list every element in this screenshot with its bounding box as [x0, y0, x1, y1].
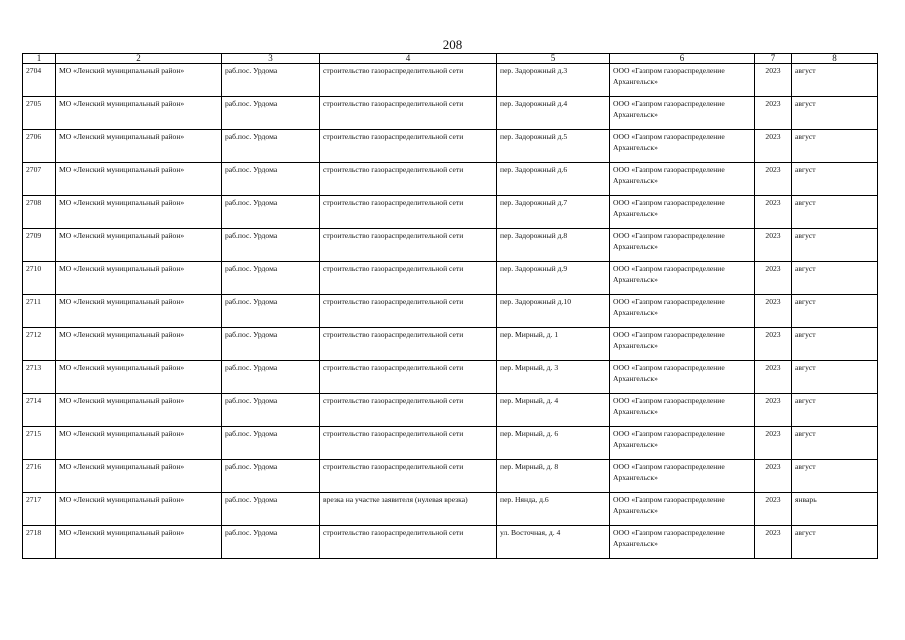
cell-municipality: МО «Ленский муниципальный район»	[56, 262, 222, 295]
cell-municipality: МО «Ленский муниципальный район»	[56, 427, 222, 460]
table-row	[23, 328, 878, 361]
cell-settlement: раб.пос. Урдома	[222, 460, 320, 493]
cell-row-number: 2713	[23, 361, 56, 394]
cell-year: 2023	[755, 460, 792, 493]
cell-month: январь	[792, 493, 878, 526]
header-cell-1: 1	[23, 54, 56, 64]
cell-work-type: строительство газораспределительной сети	[320, 460, 497, 493]
cell-year: 2023	[755, 493, 792, 526]
table-row	[23, 262, 878, 295]
cell-work-type: врезка на участке заявителя (нулевая врезка)	[320, 493, 497, 526]
header-cell-3: 3	[222, 54, 320, 64]
cell-settlement: раб.пос. Урдома	[222, 427, 320, 460]
cell-municipality: МО «Ленский муниципальный район»	[56, 64, 222, 97]
cell-year: 2023	[755, 163, 792, 196]
cell-work-type: строительство газораспределительной сети	[320, 163, 497, 196]
cell-address: пер. Задорожный д.7	[497, 196, 610, 229]
cell-work-type: строительство газораспределительной сети	[320, 64, 497, 97]
cell-organization: ООО «Газпром газораспределение Архангельск»	[610, 328, 755, 361]
cell-organization: ООО «Газпром газораспределение Архангельск»	[610, 526, 755, 559]
cell-organization: ООО «Газпром газораспределение Архангельск»	[610, 130, 755, 163]
cell-month: август	[792, 130, 878, 163]
header-row	[23, 54, 878, 64]
cell-month: август	[792, 229, 878, 262]
cell-year: 2023	[755, 526, 792, 559]
cell-month: август	[792, 295, 878, 328]
header-cell-8: 8	[792, 54, 878, 64]
cell-work-type: строительство газораспределительной сети	[320, 328, 497, 361]
cell-row-number: 2709	[23, 229, 56, 262]
cell-address: пер. Мирный, д. 8	[497, 460, 610, 493]
cell-organization: ООО «Газпром газораспределение Архангельск»	[610, 196, 755, 229]
cell-organization: ООО «Газпром газораспределение Архангельск»	[610, 427, 755, 460]
table-row	[23, 64, 878, 97]
header-cell-2: 2	[56, 54, 222, 64]
cell-month: август	[792, 361, 878, 394]
cell-settlement: раб.пос. Урдома	[222, 295, 320, 328]
cell-municipality: МО «Ленский муниципальный район»	[56, 229, 222, 262]
cell-settlement: раб.пос. Урдома	[222, 526, 320, 559]
cell-address: ул. Восточная, д. 4	[497, 526, 610, 559]
cell-row-number: 2716	[23, 460, 56, 493]
cell-settlement: раб.пос. Урдома	[222, 196, 320, 229]
cell-address: пер. Задорожный д.9	[497, 262, 610, 295]
cell-settlement: раб.пос. Урдома	[222, 64, 320, 97]
cell-address: пер. Задорожный д.8	[497, 229, 610, 262]
cell-address: пер. Мирный, д. 1	[497, 328, 610, 361]
header-cell-6: 6	[610, 54, 755, 64]
cell-organization: ООО «Газпром газораспределение Архангельск»	[610, 97, 755, 130]
cell-organization: ООО «Газпром газораспределение Архангельск»	[610, 295, 755, 328]
cell-settlement: раб.пос. Урдома	[222, 394, 320, 427]
cell-work-type: строительство газораспределительной сети	[320, 130, 497, 163]
cell-settlement: раб.пос. Урдома	[222, 328, 320, 361]
cell-address: пер. Нянда, д.6	[497, 493, 610, 526]
cell-work-type: строительство газораспределительной сети	[320, 361, 497, 394]
cell-organization: ООО «Газпром газораспределение Архангельск»	[610, 229, 755, 262]
cell-settlement: раб.пос. Урдома	[222, 262, 320, 295]
cell-work-type: строительство газораспределительной сети	[320, 427, 497, 460]
cell-municipality: МО «Ленский муниципальный район»	[56, 493, 222, 526]
cell-year: 2023	[755, 295, 792, 328]
table-header	[23, 54, 878, 64]
cell-municipality: МО «Ленский муниципальный район»	[56, 526, 222, 559]
cell-address: пер. Задорожный д.6	[497, 163, 610, 196]
cell-settlement: раб.пос. Урдома	[222, 361, 320, 394]
cell-address: пер. Задорожный д.3	[497, 64, 610, 97]
cell-municipality: МО «Ленский муниципальный район»	[56, 361, 222, 394]
cell-month: август	[792, 163, 878, 196]
cell-year: 2023	[755, 361, 792, 394]
cell-address: пер. Мирный, д. 3	[497, 361, 610, 394]
cell-year: 2023	[755, 97, 792, 130]
cell-organization: ООО «Газпром газораспределение Архангельск»	[610, 460, 755, 493]
cell-work-type: строительство газораспределительной сети	[320, 526, 497, 559]
cell-year: 2023	[755, 64, 792, 97]
cell-month: август	[792, 97, 878, 130]
cell-work-type: строительство газораспределительной сети	[320, 262, 497, 295]
cell-municipality: МО «Ленский муниципальный район»	[56, 295, 222, 328]
cell-address: пер. Мирный, д. 6	[497, 427, 610, 460]
cell-row-number: 2707	[23, 163, 56, 196]
cell-address: пер. Задорожный д.4	[497, 97, 610, 130]
table-row	[23, 361, 878, 394]
cell-row-number: 2704	[23, 64, 56, 97]
table-row	[23, 493, 878, 526]
cell-month: август	[792, 460, 878, 493]
cell-row-number: 2714	[23, 394, 56, 427]
table-row	[23, 427, 878, 460]
cell-row-number: 2717	[23, 493, 56, 526]
cell-work-type: строительство газораспределительной сети	[320, 394, 497, 427]
cell-row-number: 2718	[23, 526, 56, 559]
header-cell-7: 7	[755, 54, 792, 64]
table-row	[23, 163, 878, 196]
table-row	[23, 196, 878, 229]
cell-settlement: раб.пос. Урдома	[222, 163, 320, 196]
table-row	[23, 229, 878, 262]
cell-address: пер. Задорожный д.10	[497, 295, 610, 328]
cell-row-number: 2711	[23, 295, 56, 328]
cell-municipality: МО «Ленский муниципальный район»	[56, 97, 222, 130]
table-row	[23, 130, 878, 163]
cell-year: 2023	[755, 130, 792, 163]
page-number: 208	[442, 37, 463, 52]
cell-organization: ООО «Газпром газораспределение Архангельск»	[610, 262, 755, 295]
cell-year: 2023	[755, 427, 792, 460]
cell-organization: ООО «Газпром газораспределение Архангельск»	[610, 493, 755, 526]
table-row	[23, 295, 878, 328]
cell-address: пер. Задорожный д.5	[497, 130, 610, 163]
header-cell-5: 5	[497, 54, 610, 64]
cell-organization: ООО «Газпром газораспределение Архангельск»	[610, 394, 755, 427]
table-row	[23, 394, 878, 427]
table-row	[23, 460, 878, 493]
cell-row-number: 2706	[23, 130, 56, 163]
cell-year: 2023	[755, 328, 792, 361]
cell-row-number: 2715	[23, 427, 56, 460]
cell-month: август	[792, 64, 878, 97]
cell-municipality: МО «Ленский муниципальный район»	[56, 196, 222, 229]
cell-row-number: 2705	[23, 97, 56, 130]
cell-municipality: МО «Ленский муниципальный район»	[56, 460, 222, 493]
cell-settlement: раб.пос. Урдома	[222, 130, 320, 163]
cell-year: 2023	[755, 394, 792, 427]
table-row	[23, 97, 878, 130]
cell-row-number: 2710	[23, 262, 56, 295]
cell-work-type: строительство газораспределительной сети	[320, 295, 497, 328]
cell-month: август	[792, 427, 878, 460]
cell-month: август	[792, 526, 878, 559]
cell-work-type: строительство газораспределительной сети	[320, 229, 497, 262]
cell-work-type: строительство газораспределительной сети	[320, 97, 497, 130]
cell-work-type: строительство газораспределительной сети	[320, 196, 497, 229]
cell-settlement: раб.пос. Урдома	[222, 493, 320, 526]
cell-year: 2023	[755, 262, 792, 295]
cell-settlement: раб.пос. Урдома	[222, 229, 320, 262]
header-cell-4: 4	[320, 54, 497, 64]
cell-month: август	[792, 394, 878, 427]
cell-year: 2023	[755, 196, 792, 229]
cell-municipality: МО «Ленский муниципальный район»	[56, 328, 222, 361]
cell-month: август	[792, 262, 878, 295]
cell-municipality: МО «Ленский муниципальный район»	[56, 130, 222, 163]
cell-municipality: МО «Ленский муниципальный район»	[56, 394, 222, 427]
cell-row-number: 2708	[23, 196, 56, 229]
cell-year: 2023	[755, 229, 792, 262]
table-row	[23, 526, 878, 559]
cell-municipality: МО «Ленский муниципальный район»	[56, 163, 222, 196]
table-body	[23, 64, 878, 559]
works-table	[22, 53, 878, 559]
cell-address: пер. Мирный, д. 4	[497, 394, 610, 427]
cell-organization: ООО «Газпром газораспределение Архангельск»	[610, 163, 755, 196]
cell-settlement: раб.пос. Урдома	[222, 97, 320, 130]
cell-month: август	[792, 196, 878, 229]
cell-month: август	[792, 328, 878, 361]
cell-organization: ООО «Газпром газораспределение Архангельск»	[610, 64, 755, 97]
cell-row-number: 2712	[23, 328, 56, 361]
cell-organization: ООО «Газпром газораспределение Архангельск»	[610, 361, 755, 394]
